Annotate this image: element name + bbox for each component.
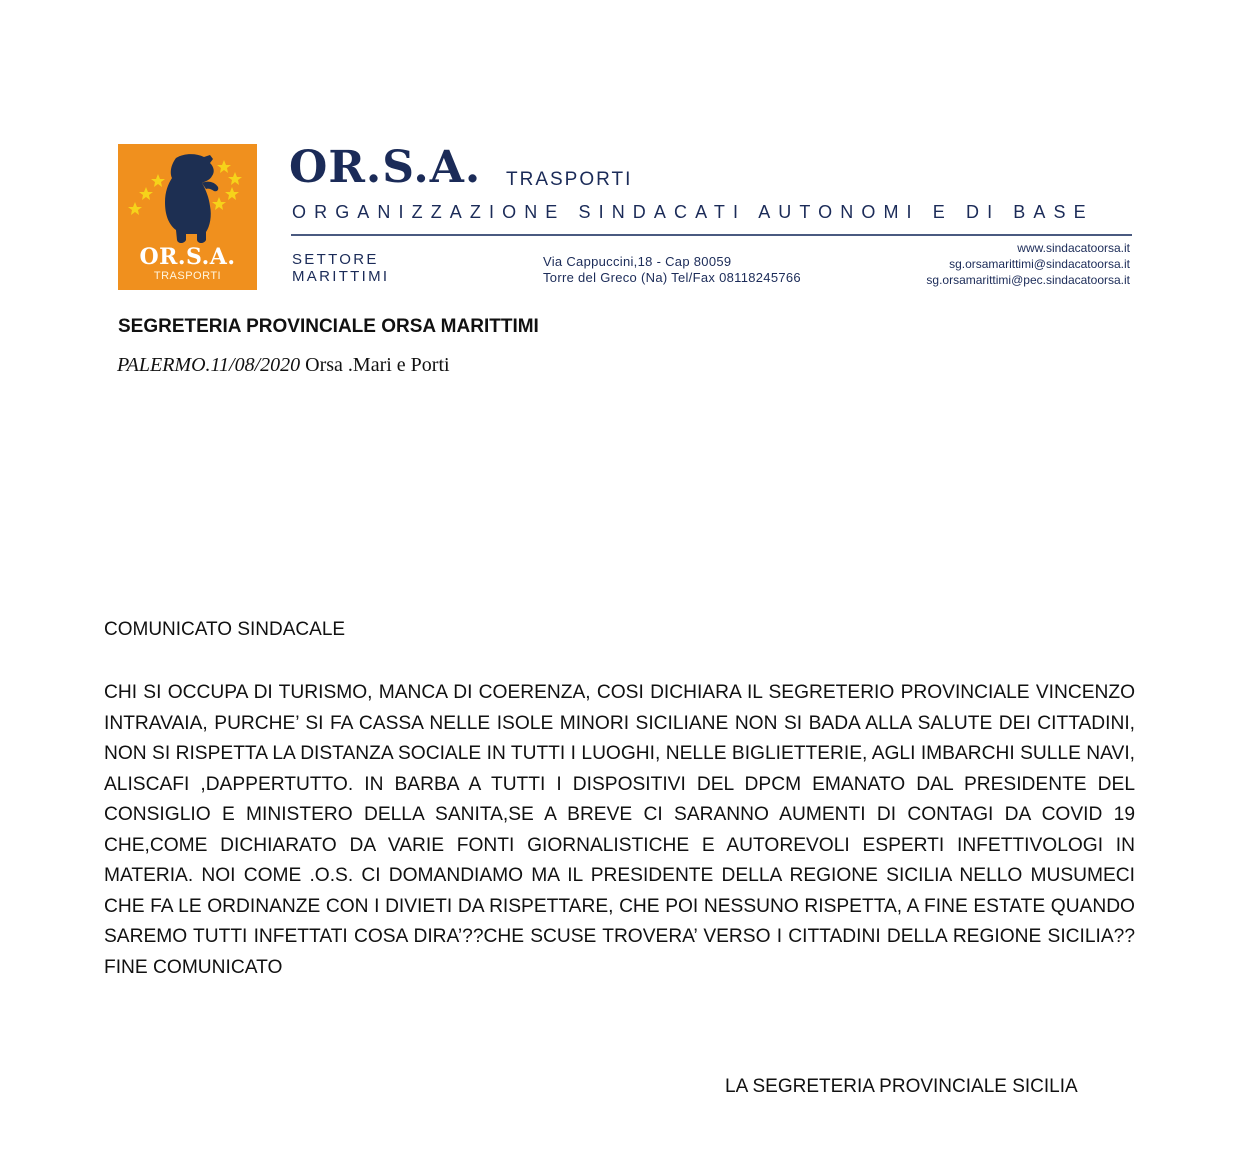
brand-subtitle: TRASPORTI — [506, 169, 633, 190]
logo-subtitle: TRASPORTI — [153, 270, 222, 282]
sector-line-1: SETTORE — [292, 251, 379, 268]
dateline — [117, 354, 450, 377]
communique-title: COMUNICATO SINDACALE — [104, 619, 346, 640]
pec-email-link[interactable]: sg.orsamarittimi@pec.sindacatoorsa.it — [926, 273, 1130, 287]
contacts-block — [860, 240, 1130, 288]
orsa-logo — [118, 144, 257, 290]
dateline-rest: Orsa .Mari e Porti — [300, 354, 450, 376]
logo-wordmark: OR.S.A. — [139, 244, 236, 270]
address-line-1: Via Cappuccini,18 - Cap 80059 — [543, 254, 732, 269]
sector-label — [292, 251, 389, 285]
organization-name: ORGANIZZAZIONE SINDACATI AUTONOMI E DI BASE — [292, 202, 1094, 222]
place-date: PALERMO.11/08/2020 — [117, 354, 301, 376]
email-link[interactable]: sg.orsamarittimi@sindacatoorsa.it — [949, 257, 1130, 271]
brand-title: OR.S.A. — [289, 142, 482, 193]
website-link[interactable]: www.sindacatoorsa.it — [1017, 241, 1130, 255]
communique-body: CHI SI OCCUPA DI TURISMO, MANCA DI COERENZA, COSI DICHIARA IL SEGRETERIO PROVINCIALE VINCENZO INTRAVAIA, PURCHE’ SI FA CASSA NELLE ISOLE MINORI SICILIANE NON SI BADA ALLA SALUTE DEI CITTADINI, NON SI RISPETTA LA DISTANZA SOCIALE IN TUTTI I LUOGHI, NELLE BIGLIETTERIE, AGLI IMBARCHI SULLE NAVI, ALISCAFI ,DAPPERTUTTO. IN BARBA A TUTTI I DISPOSITIVI DEL DPCM EMANATO DAL PRESIDENTE DEL CONSIGLIO E MINISTERO DELLA SANITA,SE A BREVE CI SARANNO AUMENTI DI CONTAGI DA COVID 19 CHE,COME DICHIARATO DA VARIE FONTI GIORNALISTICHE E AUTOREVOLI ESPERTI INFETTIVOLOGI IN MATERIA. NOI COME .O.S. CI DOMANDIAMO MA IL PRESIDENTE DELLA REGIONE SICILIA NELLO MUSUMECI CHE FA LE ORDINANZE CON I DIVIETI DA RISPETTARE, CHE POI NESSUNO RISPETTA, A FINE ESTATE QUANDO SAREMO TUTTI INFETTATI COSA DIRA’??CHE SCUSE TROVERA’ VERSO I CITTADINI DELLA REGIONE SICILIA?? FINE COMUNICATO — [104, 682, 1135, 978]
address-block — [543, 254, 801, 286]
sector-line-2: MARITTIMI — [292, 268, 390, 285]
signature: LA SEGRETERIA PROVINCIALE SICILIA — [725, 1076, 1078, 1097]
header-divider — [291, 234, 1132, 236]
secretariat-heading: SEGRETERIA PROVINCIALE ORSA MARITTIMI — [118, 316, 539, 337]
address-line-2: Torre del Greco (Na) Tel/Fax 08118245766 — [543, 270, 801, 285]
